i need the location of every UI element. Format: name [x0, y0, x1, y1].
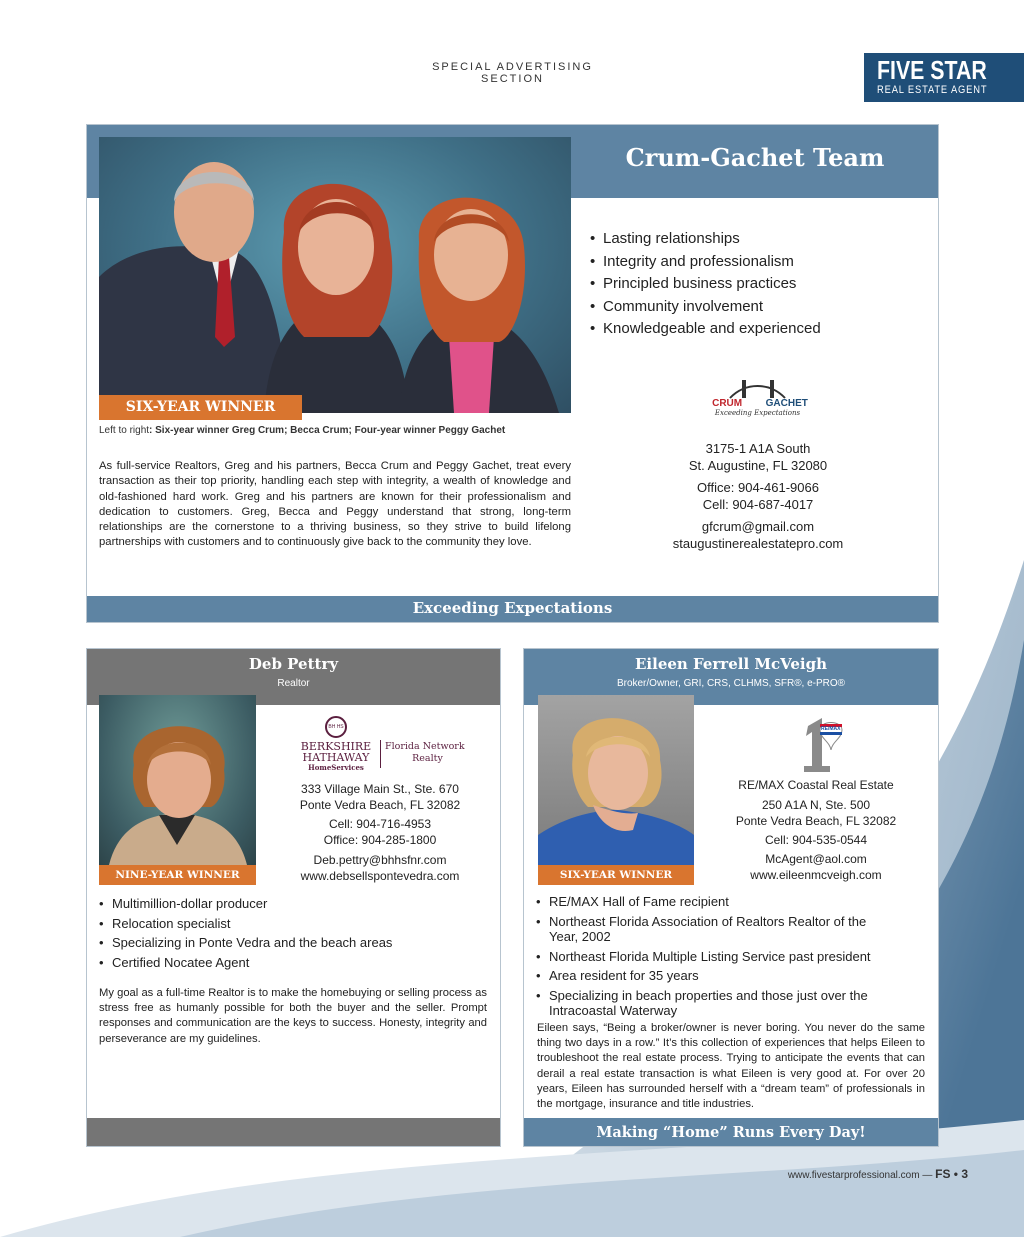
photo-caption: [99, 425, 571, 436]
deb-address-2: Ponte Vedra Beach, FL 32082: [299, 798, 461, 812]
page-footer: [700, 1167, 968, 1181]
bhhs-logo: [296, 716, 468, 774]
eileen-photo: [538, 695, 694, 865]
list-item: • RE/MAX Hall of Fame recipient: [536, 894, 896, 910]
deb-website[interactable]: www.debsellspontevedra.com: [300, 869, 460, 883]
logo-crum: CRUM: [712, 398, 743, 409]
crum-address-1: 3175-1 A1A South: [705, 441, 811, 456]
remax-logo: [790, 716, 846, 772]
list-item: • Lasting relationships: [590, 228, 920, 251]
bhhs-monogram-icon: [325, 716, 347, 738]
crum-title: Crum-Gachet Team: [625, 143, 885, 172]
eileen-address-2: Ponte Vedra Beach, FL 32082: [735, 814, 897, 828]
page-folio: FS • 3: [935, 1167, 968, 1181]
eileen-footer-text: Making “Home” Runs Every Day!: [596, 1124, 866, 1141]
remax-number-one-icon: [790, 716, 846, 772]
deb-winner-badge: NINE-YEAR WINNER: [99, 865, 256, 885]
list-item: • Specializing in Ponte Vedra and the beach areas: [99, 933, 489, 953]
deb-email[interactable]: Deb.pettry@bhhsfnr.com: [313, 853, 447, 867]
bhhs-monogram: BH HS: [328, 724, 344, 730]
crum-bio: As full-service Realtors, Greg and his partners, Becca Crum and Peggy Gachet, treat every transaction as their top priority, handling each step with integrity, a wealth of knowledge and old-fashioned hard work. Greg and his partners are known for their professionalism and dedication to customers. Greg, Becca and Peggy understand that strong, long-term relationships are the cornerstone to a thriving business, so they strive to build lifelong partnerships with customers and to continuously give back to the community they love.: [99, 460, 571, 549]
list-item: • Community involvement: [590, 296, 920, 319]
brand-line-2: REAL ESTATE AGENT: [877, 84, 988, 96]
list-item: • Certified Nocatee Agent: [99, 953, 489, 973]
list-item: • Principled business practices: [590, 273, 920, 296]
crum-contact: [630, 440, 886, 552]
crum-cell: Cell: 904-687-4017: [702, 497, 814, 512]
team-photo: [99, 137, 571, 413]
brand-line-1: FIVE STAR: [877, 55, 987, 85]
footer-url[interactable]: www.fivestarprofessional.com —: [787, 1170, 933, 1181]
brand-logo: [864, 53, 1024, 102]
logo-tagline: Exceeding Expectations: [714, 409, 801, 417]
eileen-bio: Eileen says, “Being a broker/owner is never boring. You never do the same thing two days in a row.” It’s this collection of experiences that helps Eileen to troubleshoot the real estate process. Trying to anticipate the events that can derail a real estate transaction is what Eileen is very good at. For over 20 years, Eileen has surrounded herself with a “dream team” of professionals in the mortgage, insurance and title industries.: [537, 1022, 925, 1111]
eileen-bullets: [536, 894, 896, 1019]
section-label: SPECIAL ADVERTISING SECTION: [432, 61, 593, 85]
list-item: • Integrity and professionalism: [590, 251, 920, 274]
deb-address-1: 333 Village Main St., Ste. 670: [301, 782, 459, 796]
eileen-winner-badge: SIX-YEAR WINNER: [538, 865, 694, 885]
deb-title: Realtor: [277, 678, 310, 689]
deb-bio: My goal as a full-time Realtor is to make the homebuying or selling process as stress free as humanly possible for both the buyer and the seller. Prompt responses and communication are the keys to success. Honesty, integrity and perseverance are my guidelines.: [99, 987, 487, 1045]
bhhs-right-1: Florida Network: [385, 741, 465, 752]
eileen-contact: [700, 777, 932, 883]
crum-website[interactable]: staugustinerealestatepro.com: [672, 536, 844, 551]
deb-cell: Cell: 904-716-4953: [328, 817, 432, 831]
list-item: • Area resident for 35 years: [536, 968, 896, 984]
caption-prefix: Left to right: [99, 425, 150, 436]
eileen-email[interactable]: McAgent@aol.com: [765, 852, 867, 866]
remax-logo-text: RE/MAX: [821, 726, 841, 732]
eileen-address-1: 250 A1A N, Ste. 500: [761, 798, 871, 812]
deb-footer-bar: [87, 1118, 500, 1146]
list-item: • Knowledgeable and experienced: [590, 318, 920, 341]
crum-email[interactable]: gfcrum@gmail.com: [701, 519, 815, 534]
bhhs-line-3: HomeServices: [308, 763, 364, 772]
crum-office: Office: 904-461-9066: [697, 480, 819, 495]
crum-gachet-logo: [700, 378, 815, 430]
list-item: • Northeast Florida Multiple Listing Service past president: [536, 949, 896, 965]
bhhs-line-1: BERKSHIRE: [300, 740, 372, 753]
crum-footer-text: Exceeding Expectations: [412, 599, 613, 617]
deb-office: Office: 904-285-1800: [323, 833, 437, 847]
eileen-website[interactable]: www.eileenmcveigh.com: [750, 868, 882, 882]
eileen-cell: Cell: 904-535-0544: [764, 833, 868, 847]
crum-bullets: [590, 228, 920, 341]
deb-photo: [99, 695, 256, 865]
crum-address-2: St. Augustine, FL 32080: [688, 458, 828, 473]
bhhs-right-2: Realty: [412, 753, 443, 764]
deb-contact: [270, 781, 490, 884]
bhhs-line-2: HATHAWAY: [302, 751, 370, 764]
deb-name: Deb Pettry: [248, 655, 339, 673]
eileen-company: RE/MAX Coastal Real Estate: [738, 778, 894, 792]
crum-winner-badge: SIX-YEAR WINNER: [99, 395, 302, 420]
deb-bullets: [99, 894, 489, 972]
caption-names: : Six-year winner Greg Crum; Becca Crum; Four-year winner Peggy Gachet: [149, 425, 506, 436]
list-item: • Multimillion-dollar producer: [99, 894, 489, 914]
list-item: • Specializing in beach properties and those just over the Intracoastal Waterway: [536, 988, 896, 1019]
eileen-title: Broker/Owner, GRI, CRS, CLHMS, SFR®, e-PRO®: [616, 678, 846, 689]
logo-gachet: GACHET: [765, 398, 808, 409]
list-item: • Northeast Florida Association of Realtors Realtor of the Year, 2002: [536, 914, 896, 945]
eileen-name: Eileen Ferrell McVeigh: [634, 655, 828, 673]
bhhs-divider: [380, 740, 381, 768]
list-item: • Relocation specialist: [99, 914, 489, 934]
